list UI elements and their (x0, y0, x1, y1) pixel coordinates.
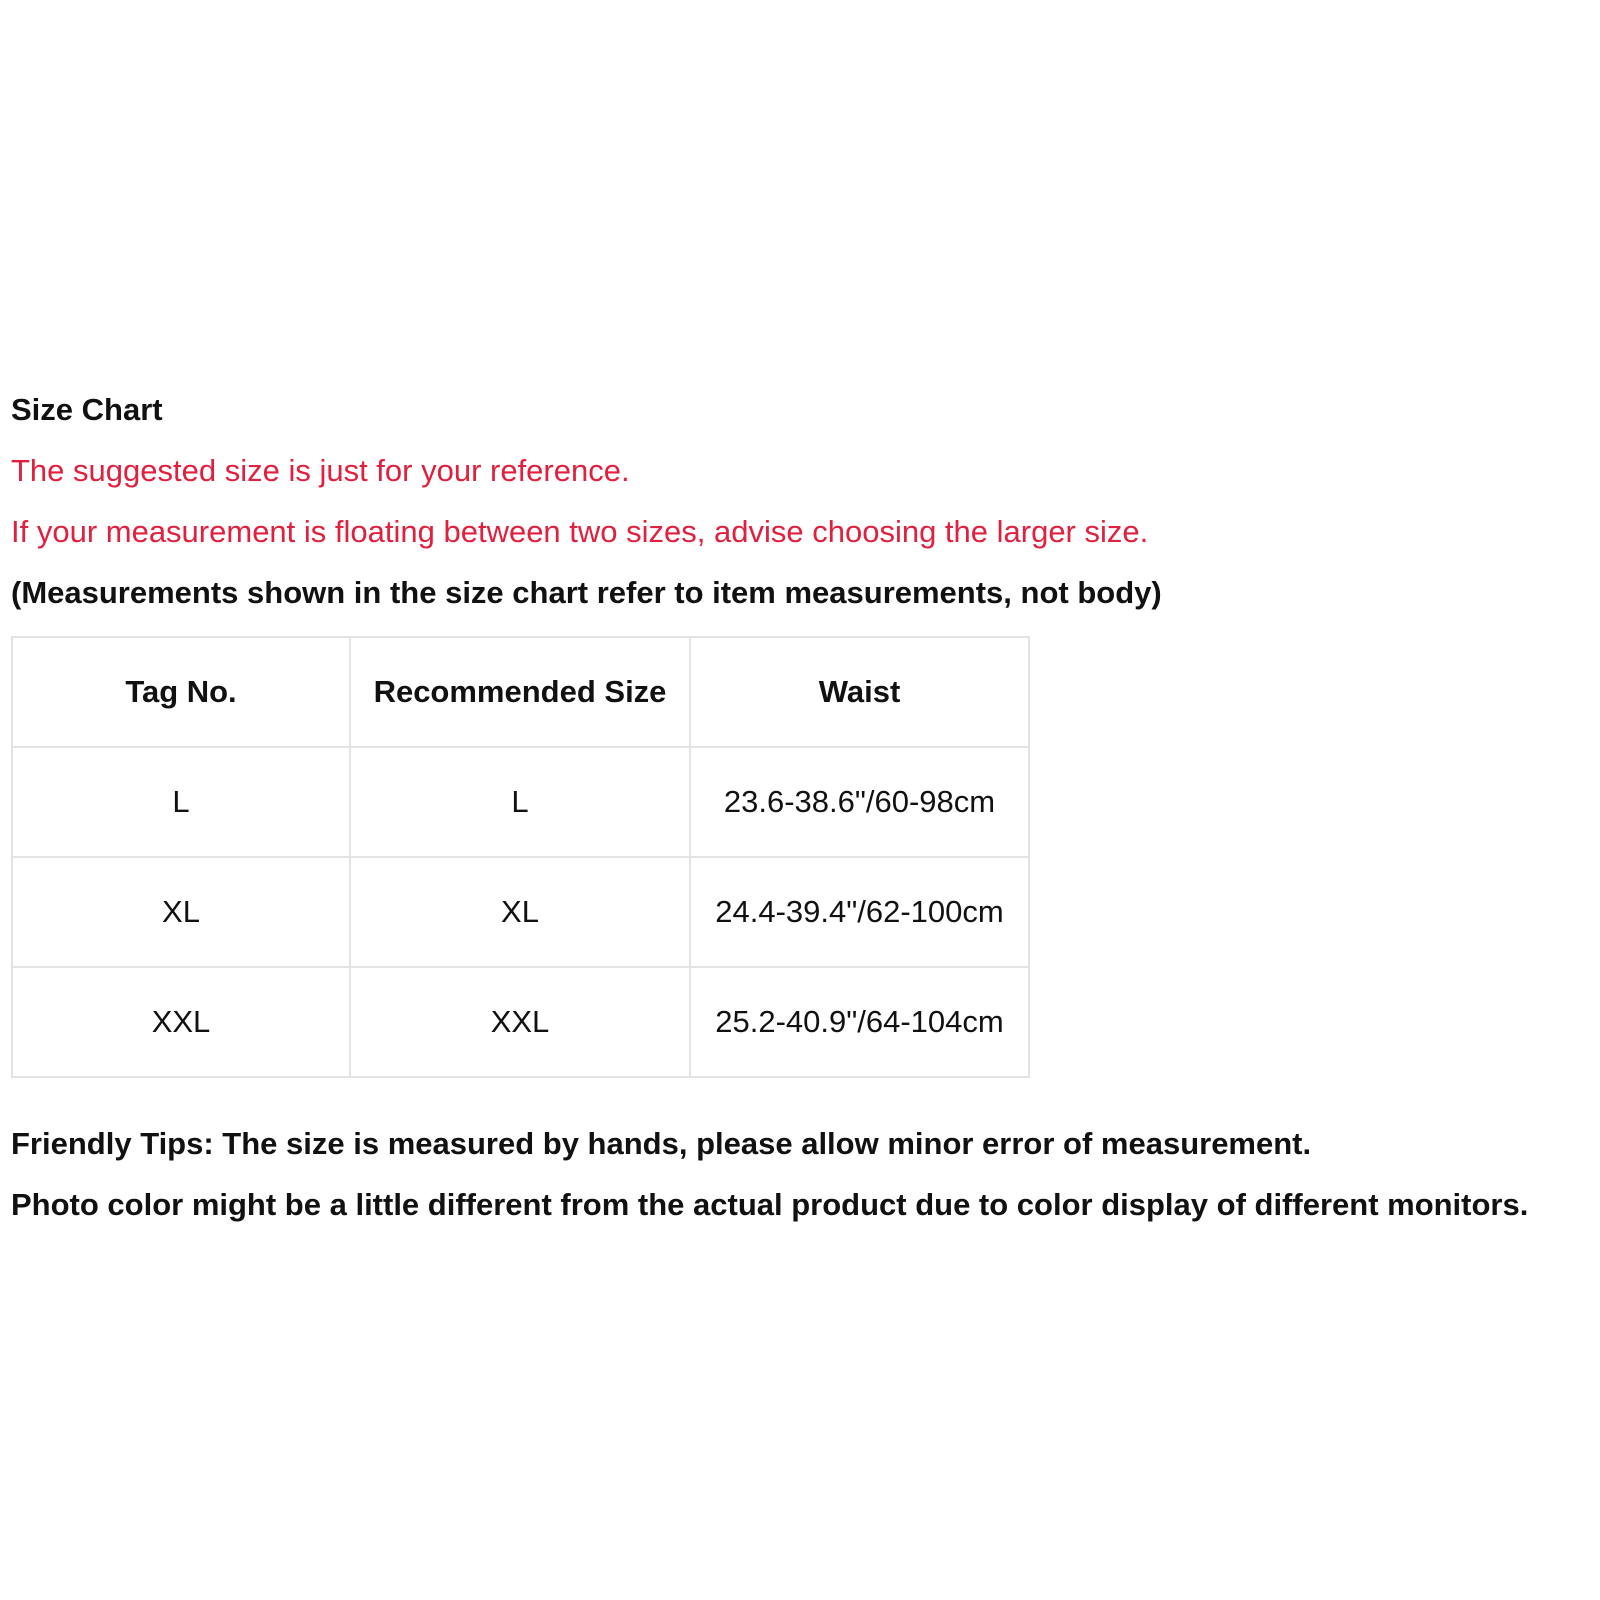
size-chart-title: Size Chart (11, 392, 163, 427)
cell-waist: 24.4-39.4"/62-100cm (690, 857, 1029, 967)
photo-color-disclaimer: Photo color might be a little different from the actual product due to color display of different monitors. (11, 1187, 1529, 1222)
table-row (12, 747, 1029, 857)
cell-waist: 25.2-40.9"/64-104cm (690, 967, 1029, 1077)
cell-tag-no: L (12, 747, 350, 857)
cell-tag-no: XL (12, 857, 350, 967)
cell-tag-no: XXL (12, 967, 350, 1077)
header-tag-no: Tag No. (12, 637, 350, 747)
cell-recommended-size: XXL (350, 967, 690, 1077)
table-header-row (12, 637, 1029, 747)
table-row (12, 967, 1029, 1077)
cell-waist: 23.6-38.6"/60-98cm (690, 747, 1029, 857)
header-recommended-size: Recommended Size (350, 637, 690, 747)
measurement-basis-note: (Measurements shown in the size chart refer to item measurements, not body) (11, 575, 1162, 610)
cell-recommended-size: XL (350, 857, 690, 967)
reference-note: The suggested size is just for your reference. (11, 453, 630, 488)
size-table (11, 636, 1030, 1078)
friendly-tips: Friendly Tips: The size is measured by hands, please allow minor error of measurement. (11, 1126, 1312, 1161)
header-waist: Waist (690, 637, 1029, 747)
cell-recommended-size: L (350, 747, 690, 857)
table-row (12, 857, 1029, 967)
sizing-advice-note: If your measurement is floating between two sizes, advise choosing the larger size. (11, 514, 1149, 549)
